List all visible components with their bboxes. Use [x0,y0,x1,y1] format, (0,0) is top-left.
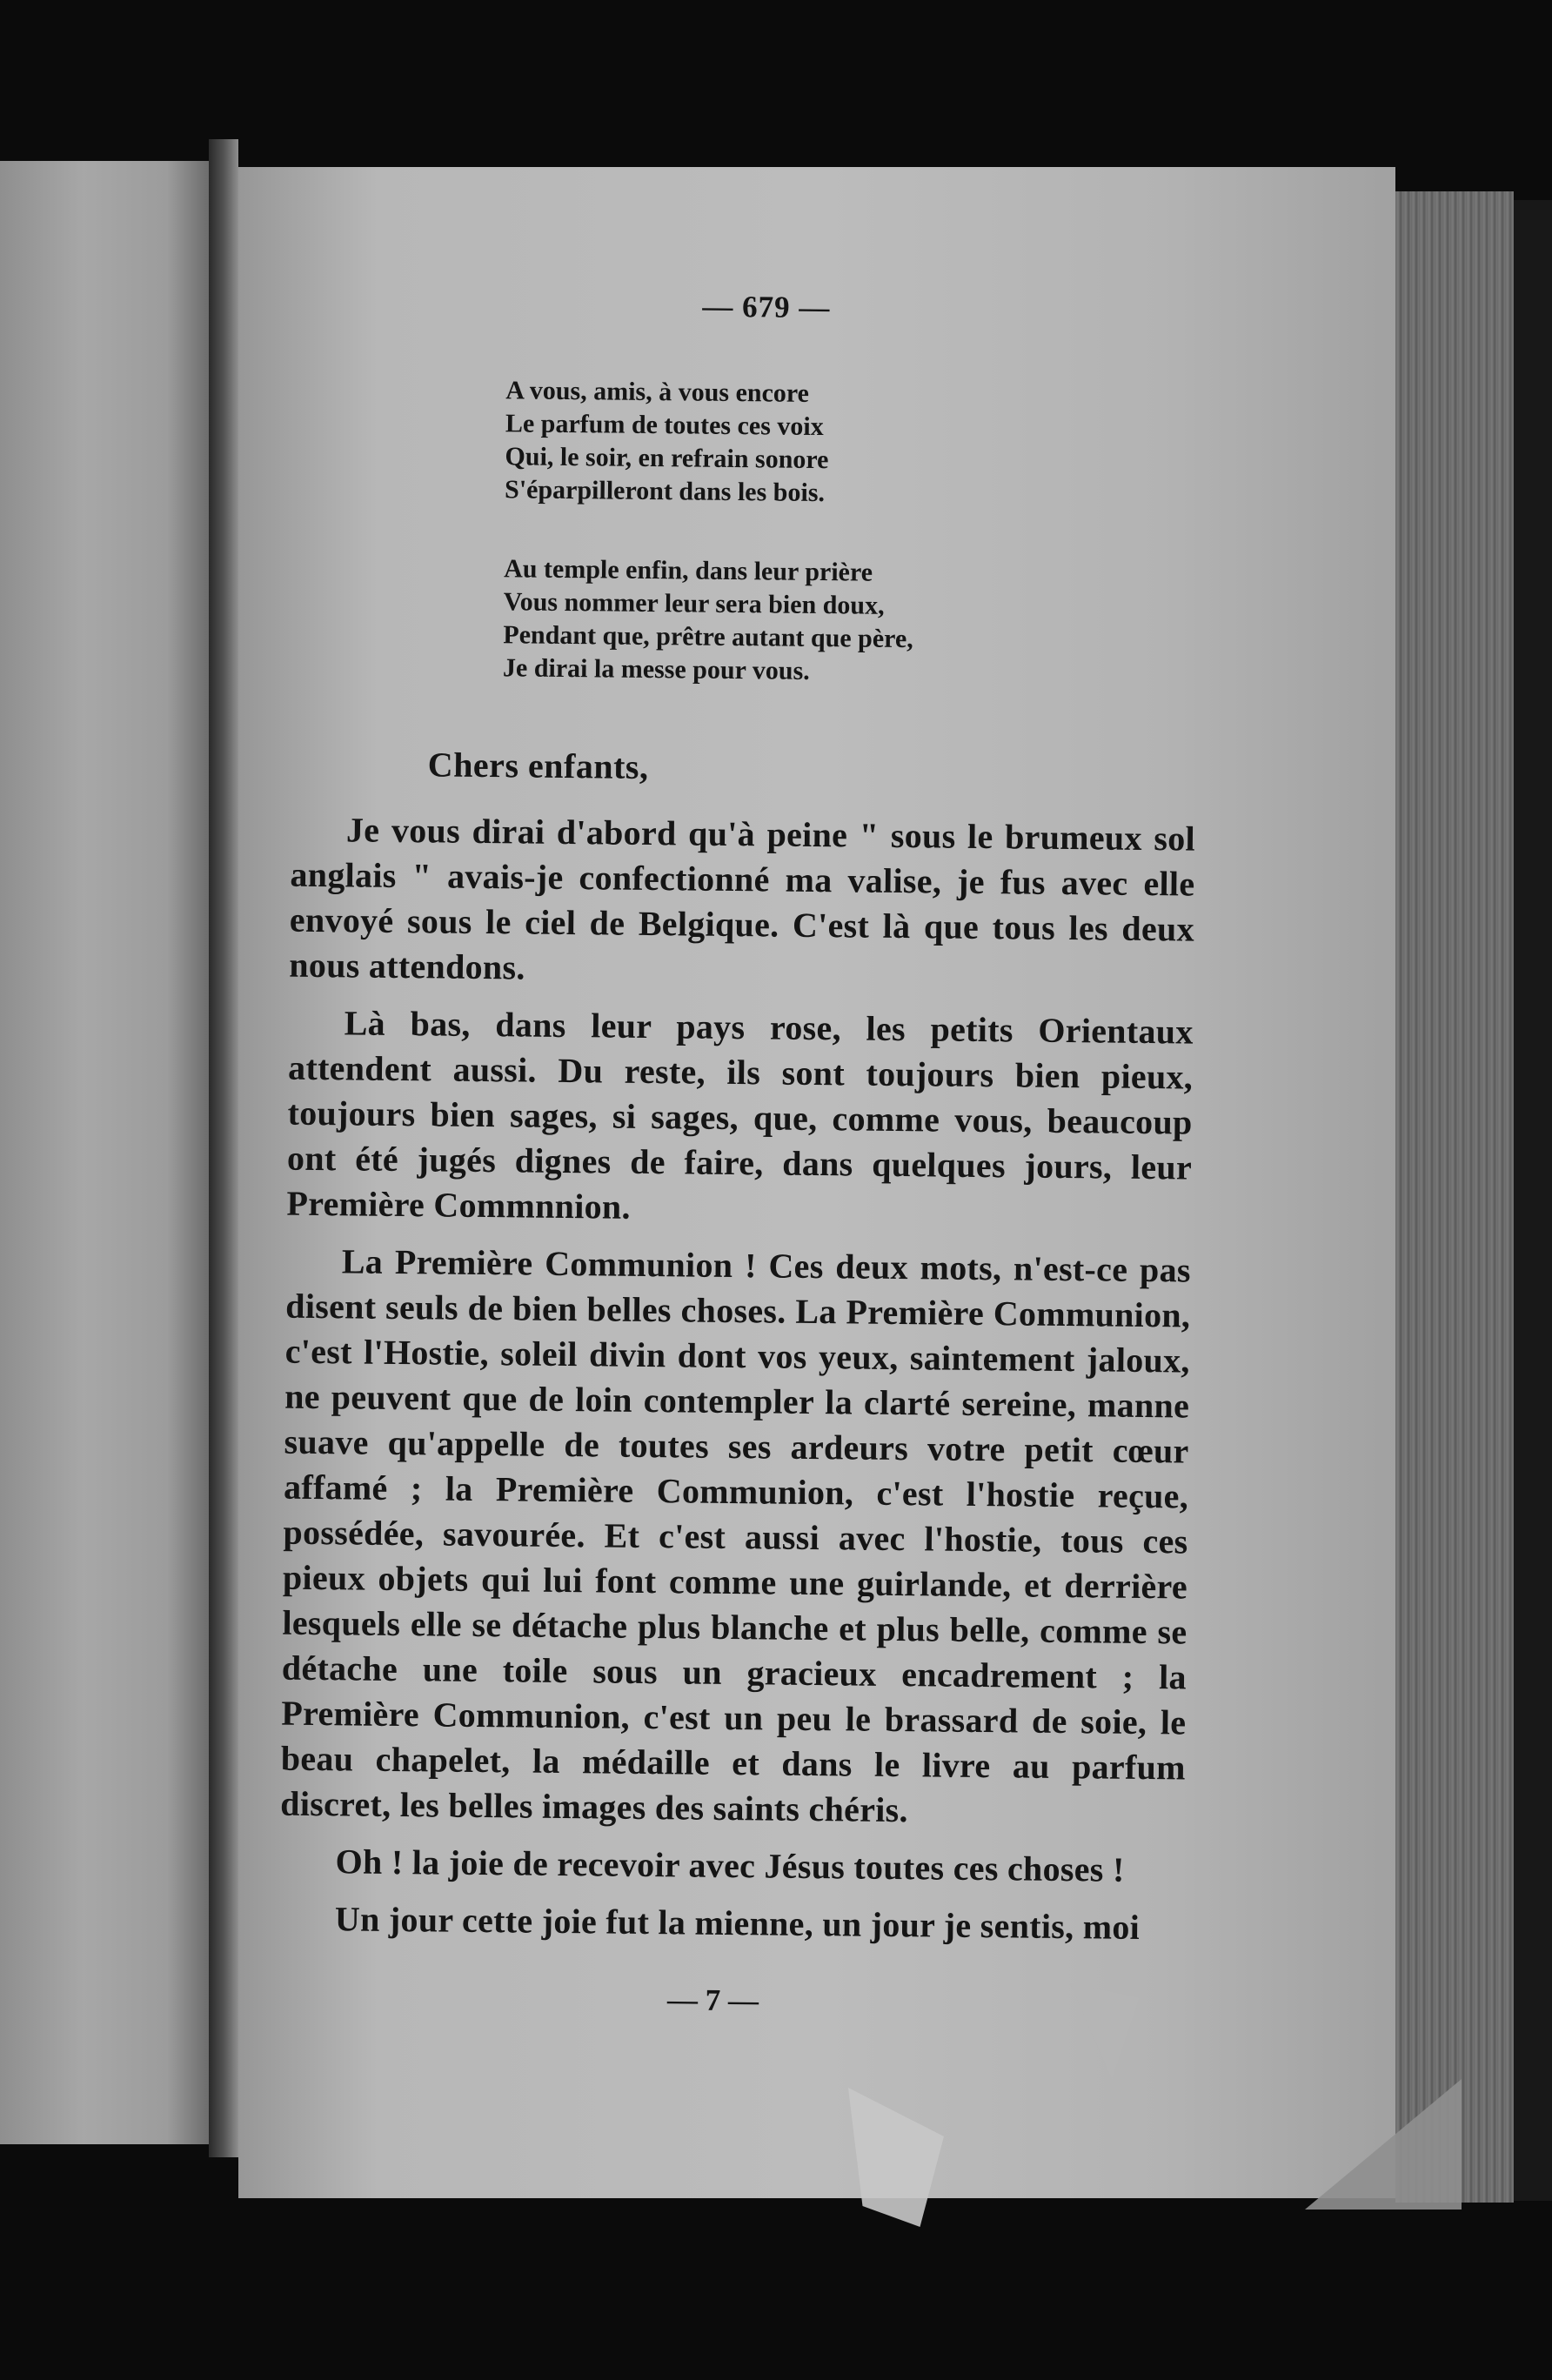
letter-paragraph: Là bas, dans leur pays rose, les petits Orientaux attendent aussi. Du reste, ils sont toujours bien pieux, toujours bien sages, si sages, que, comme vous, beaucoup ont été jugés dignes de faire, dans quelques jours, leur Première Commnnion. [286,1003,1194,1227]
letter-paragraph: La Première Communion ! Ces deux mots, n'est-ce pas disent seuls de bien belles choses. La Première Communion, c'est l'Hostie, soleil divin dont vos yeux, saintement jaloux, ne peuvent que de loin contempler la clarté sereine, manne suave qu'appelle de toutes ses ardeurs votre petit cœur affamé ; la Première Communion, c'est l'hostie reçue, possédée, savourée. Et c'est aussi avec l'hostie, tous ces pieux objets qui lui font comme une guirlande, et derrière lesquels elle se détache plus blanche et plus belle, comme se détache une toile sous un gracieux encadrement ; la Première Communion, c'est un peu le brassard de soie, le beau chapelet, la médaille et dans le livre au parfum discret, les belles images des saints chéris. [280,1241,1192,1830]
book-edge-shadow [1514,200,1552,2201]
poem-line: Au temple enfin, dans leur prière [504,554,873,587]
poem-line: S'éparpilleront dans les bois. [504,475,826,508]
poem-line: Le parfum de toutes ces voix [505,409,824,442]
book-gutter [209,139,238,2157]
header-page-number: — 679 — [702,289,831,325]
page-text-content [238,167,1395,2198]
poem-line: Pendant que, prêtre autant que père, [503,620,913,654]
poem-stanza-1 [505,374,976,511]
book-page-edges [1395,191,1514,2203]
letter-paragraph: Un jour cette joie fut la mienne, un jour je sentis, moi [334,1899,1141,1947]
poem-line: Qui, le soir, en refrain sonore [505,442,829,475]
letter-paragraph: Je vous dirai d'abord qu'à peine " sous le brumeux sol anglais " avais-je confectionné ma valise, je fus avec elle envoyé sous le ciel de Belgique. C'est là que tous les deux nous attendons. [289,810,1196,987]
right-book-page [238,167,1395,2198]
letter-salutation: Chers enfants, [427,745,649,786]
left-book-page [0,161,209,2144]
letter-paragraph: Oh ! la joie de recevoir avec Jésus toutes ces choses ! [335,1842,1125,1889]
poem-stanza-2 [503,552,974,690]
footer-page-number: — 7 — [666,1982,759,2018]
poem-line: Vous nommer leur sera bien doux, [503,587,885,620]
letter-body [278,807,1195,1963]
poem-line: A vous, amis, à vous encore [505,376,810,408]
poem-line: Je dirai la messe pour vous. [502,653,810,685]
